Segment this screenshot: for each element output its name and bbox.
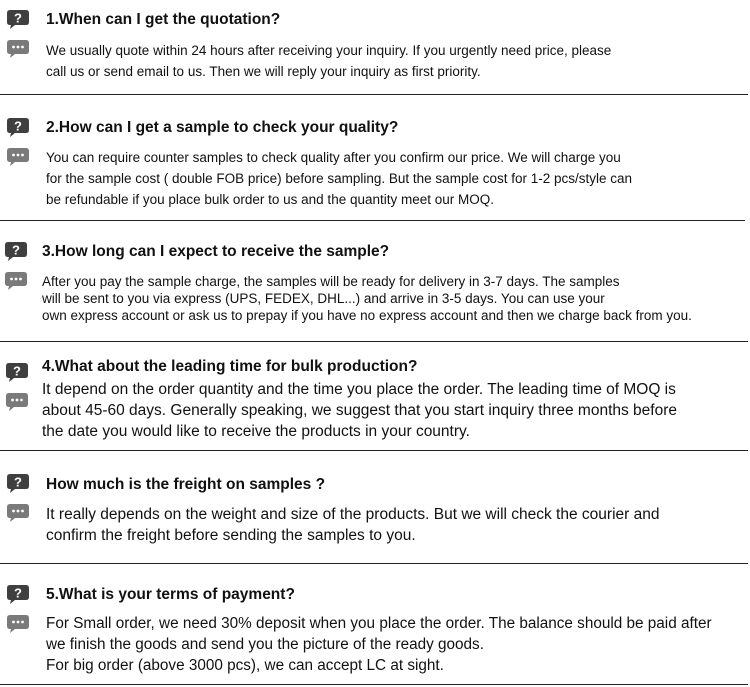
divider: [0, 94, 748, 95]
question-mark-bubble-icon: [7, 10, 29, 30]
faq-question: 3.How long can I expect to receive the sample?: [42, 243, 390, 260]
faq-question: 4.What about the leading time for bulk production?: [42, 358, 418, 375]
speech-bubble-icon: [7, 615, 29, 635]
divider: [0, 450, 748, 451]
faq-answer: For Small order, we need 30% deposit when you place the order. The balance should be paid after we finish the goods and send you the picture of the ready goods. For big order (above 3000 pcs), we can accept LC at sight.: [46, 615, 712, 674]
faq-question: 1.When can I get the quotation?: [46, 11, 281, 28]
speech-bubble-icon: [5, 272, 27, 292]
faq-question: 5.What is your terms of payment?: [46, 586, 295, 603]
speech-bubble-icon: [7, 40, 29, 60]
speech-bubble-icon: [7, 504, 29, 524]
faq-answer: It really depends on the weight and size of the products. But we will check the courier and confirm the freight before sending the samples to you.: [46, 506, 660, 544]
question-mark-bubble-icon: [7, 118, 29, 138]
divider: [0, 684, 748, 685]
question-mark-bubble-icon: [6, 363, 28, 383]
speech-bubble-icon: [7, 148, 29, 168]
divider: [0, 341, 748, 342]
faq-question: 2.How can I get a sample to check your quality?: [46, 119, 399, 136]
faq-answer: We usually quote within 24 hours after receiving your inquiry. If you urgently need price, please call us or send email to us. Then we will reply your inquiry as first priority.: [46, 43, 612, 79]
question-mark-bubble-icon: [5, 242, 27, 262]
divider: [0, 563, 748, 564]
divider: [0, 220, 745, 221]
faq-answer: It depend on the order quantity and the time you place the order. The leading time of MOQ is about 45-60 days. Generally speaking, we suggest that you start inquiry three months before the date you would like to receive the products in your country.: [42, 381, 678, 440]
question-mark-bubble-icon: [7, 474, 29, 494]
faq-question: How much is the freight on samples ?: [46, 476, 326, 493]
question-mark-bubble-icon: [7, 585, 29, 605]
faq-answer: After you pay the sample charge, the samples will be ready for delivery in 3-7 days. The samples will be sent to you via express (UPS, FEDEX, DHL...) and arrive in 3-5 days. You can use your own express account or ask us to prepay if you have no express account and then we charge back from you.: [42, 274, 692, 323]
faq-answer: You can require counter samples to check quality after you confirm our price. We will charge you for the sample cost ( double FOB price) before sampling. But the sample cost for 1-2 pcs/style can be refundable if you place bulk order to us and the quantity meet our MOQ.: [46, 150, 633, 207]
speech-bubble-icon: [6, 393, 28, 413]
